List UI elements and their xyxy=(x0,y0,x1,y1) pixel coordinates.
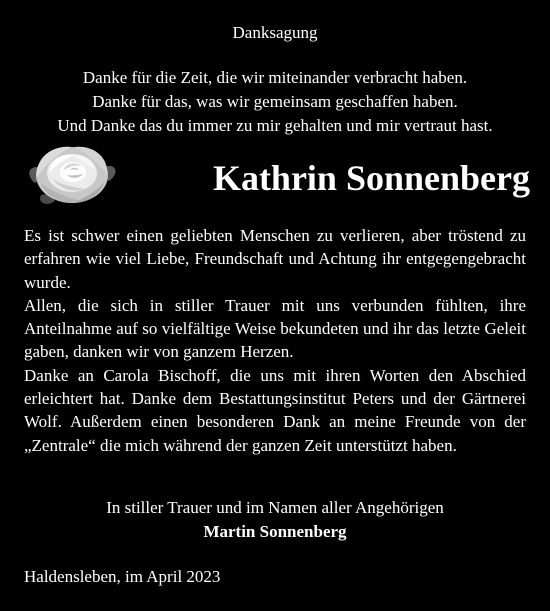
poem-line: Danke für die Zeit, die wir miteinander verbracht haben. xyxy=(82,68,468,87)
place-and-date: Haldensleben, im April 2023 xyxy=(24,567,221,586)
thank-you-poem xyxy=(0,66,550,138)
poem-line: Danke für das, was wir gemeinsam geschaffen haben. xyxy=(92,92,458,111)
body-paragraph: Es ist schwer einen geliebten Menschen zu verlieren, aber tröstend zu erfahren wie viel Liebe, Freundschaft und Achtung ihr entgegengebracht wurde. xyxy=(24,226,526,292)
signer-name: Martin Sonnenberg xyxy=(203,522,347,541)
closing-block xyxy=(0,496,550,544)
notice-heading: Danksagung xyxy=(232,23,318,42)
deceased-name: Kathrin Sonnenberg xyxy=(212,158,530,198)
white-rose-image xyxy=(25,137,120,209)
notice-body xyxy=(24,224,526,457)
poem-line: Und Danke das du immer zu mir gehalten und mir vertraut hast. xyxy=(57,116,493,135)
closing-line: In stiller Trauer und im Namen aller Angehörigen xyxy=(106,498,444,517)
body-paragraph: Danke an Carola Bischoff, die uns mit ihren Worten den Abschied erleichtert hat. Danke dem Bestattungsinstitut Peters und der Gärtnerei Wolf. Außerdem einen besonderen Dank an meine Freunde von der „Zentrale“ die mich während der ganzen Zeit unterstützt haben. xyxy=(24,365,526,455)
body-paragraph: Allen, die sich in stiller Trauer mit uns verbunden fühlten, ihre Anteilnahme auf so vielfältige Weise bekundeten und ihr das letzte Geleit gaben, danken wir von ganzem Herzen. xyxy=(24,295,526,362)
